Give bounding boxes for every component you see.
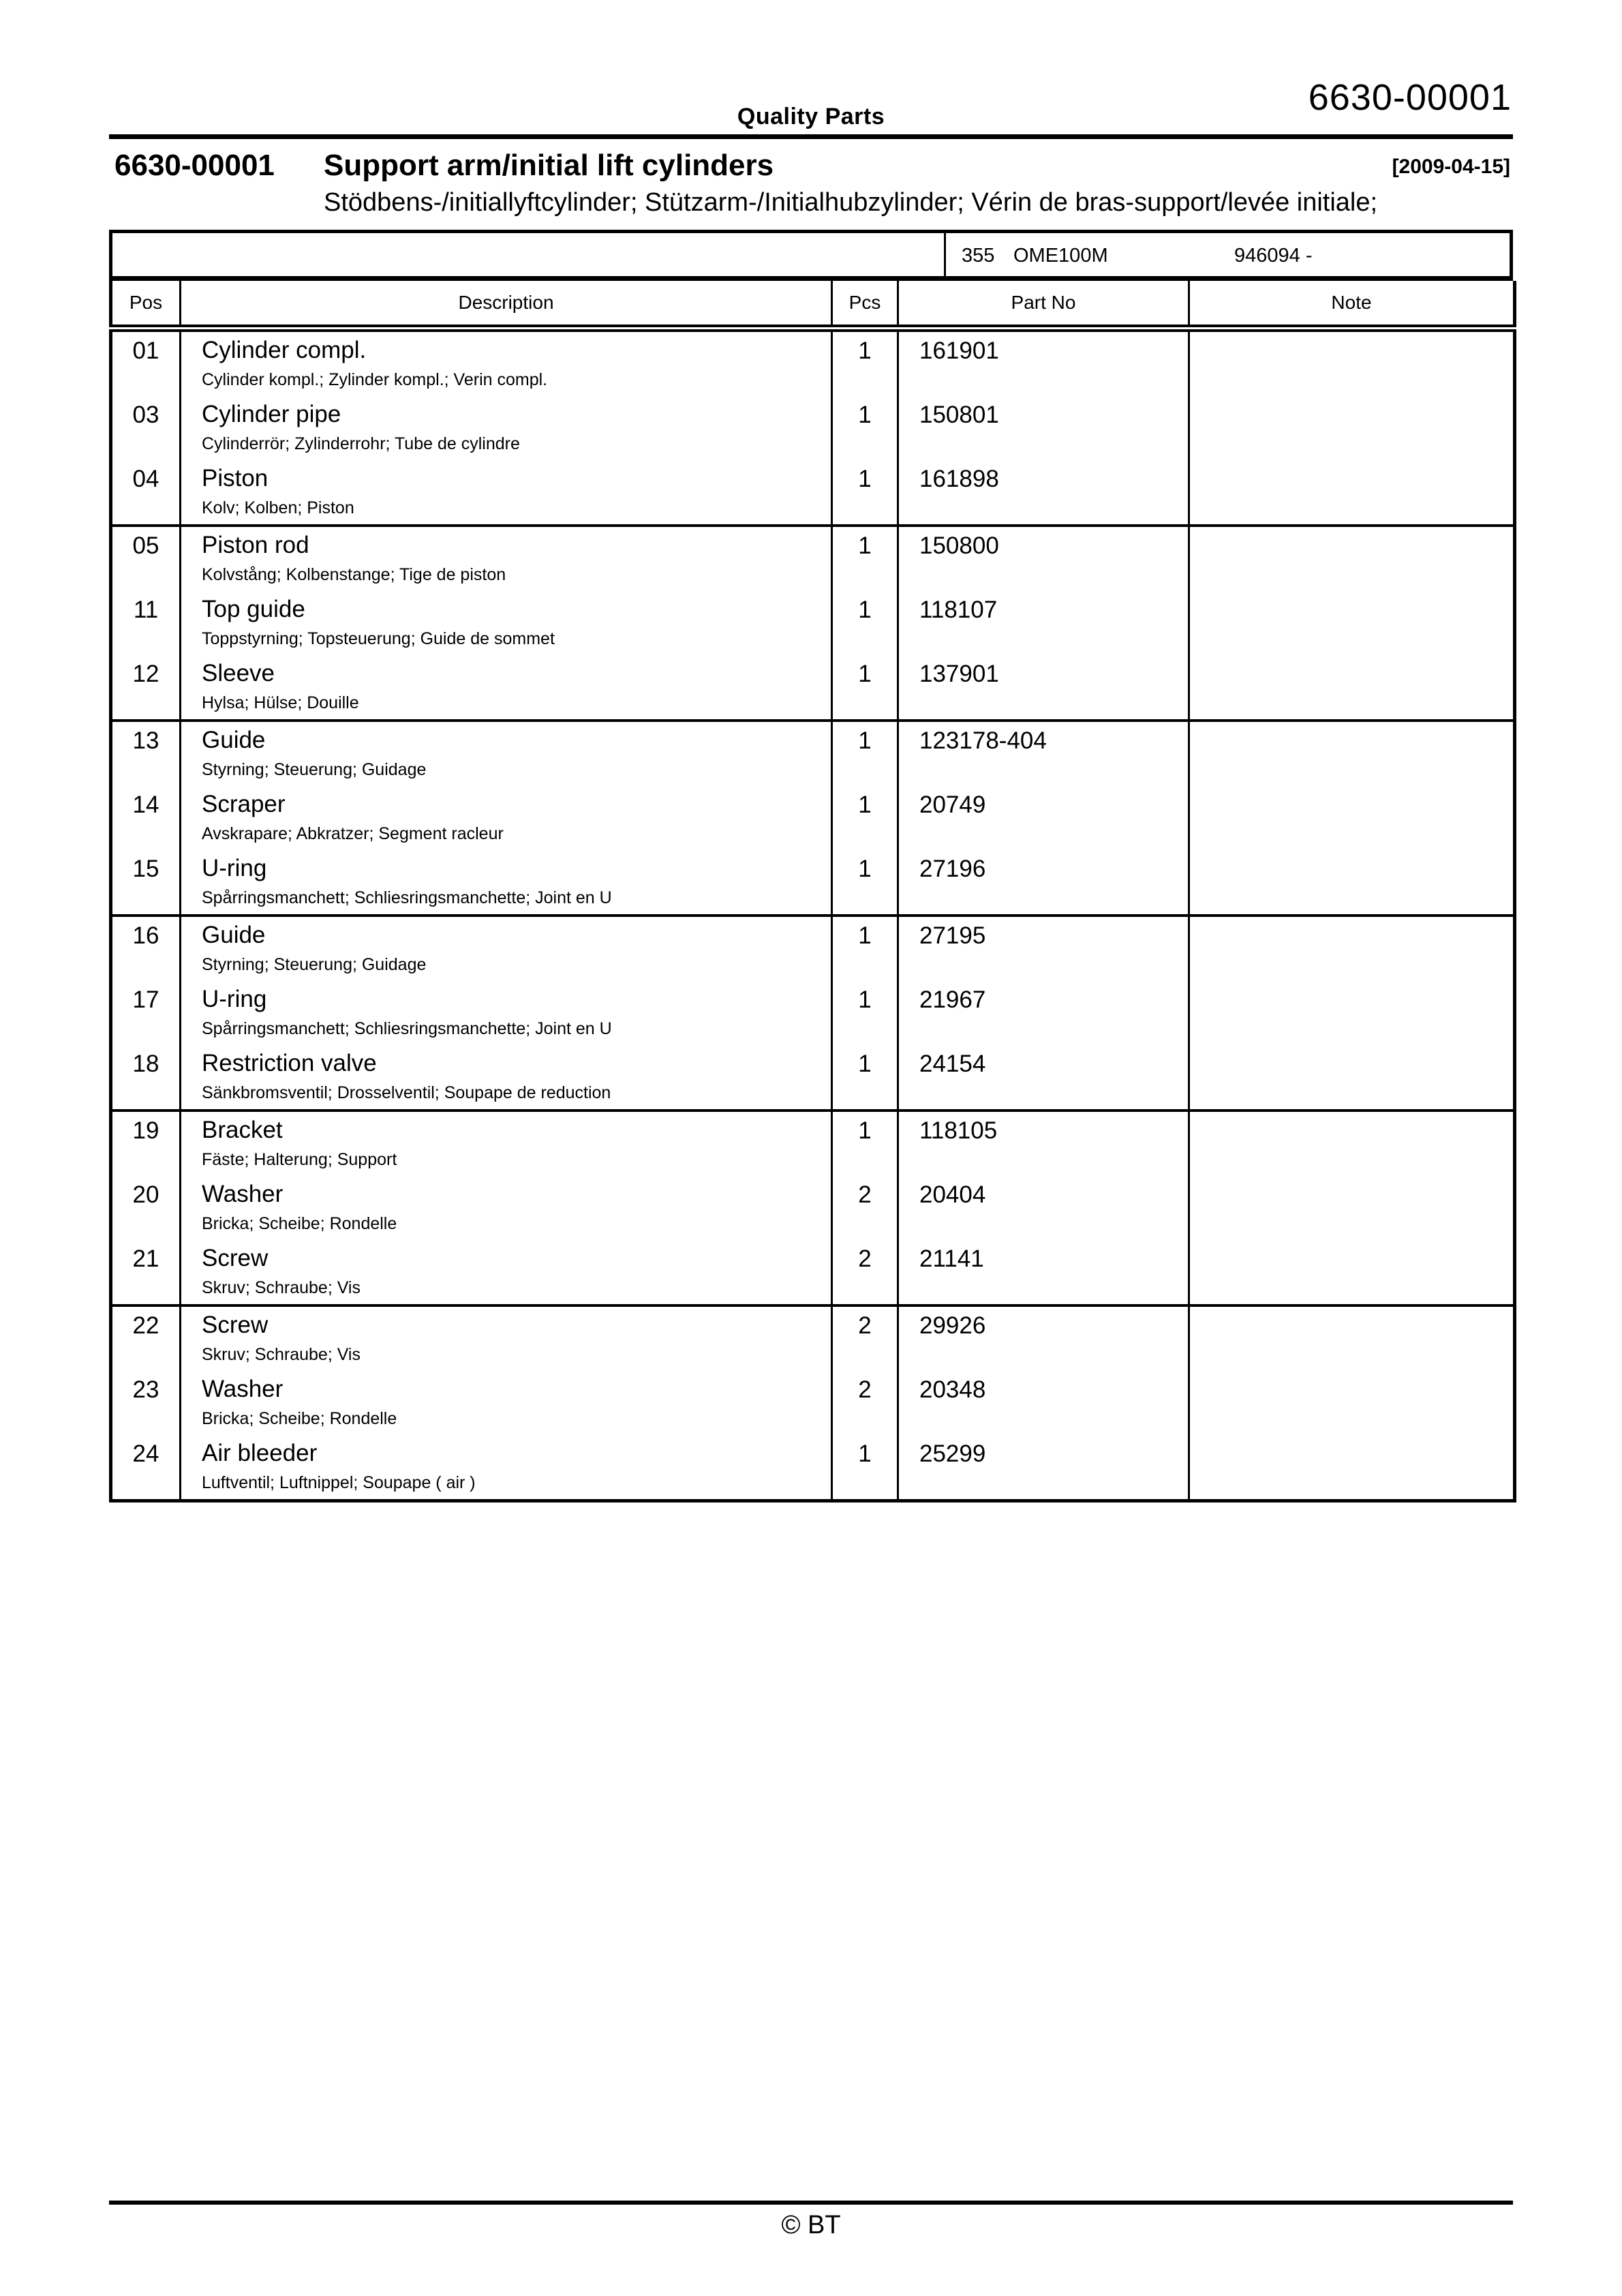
description-translations: Toppstyrning; Topsteuerung; Guide de sommet <box>202 629 555 648</box>
description-main: Guide <box>202 922 266 948</box>
brand-title: Quality Parts <box>737 104 885 130</box>
pos-cell: 22 <box>111 1305 181 1371</box>
table-row <box>111 329 1515 397</box>
description-cell <box>181 1111 832 1176</box>
table-row <box>111 1045 1515 1111</box>
partno-cell: 20749 <box>898 786 1189 850</box>
header-rule <box>109 134 1513 139</box>
pos-cell: 20 <box>132 1181 159 1208</box>
model-band-divider <box>944 233 946 276</box>
pcs-cell: 1 <box>832 396 898 460</box>
pos-cell: 17 <box>132 986 159 1013</box>
description-cell <box>181 1240 832 1305</box>
description-main: Cylinder compl. <box>202 337 367 363</box>
note-cell <box>1189 526 1515 591</box>
pcs-cell: 1 <box>832 591 898 655</box>
description-translations: Spårringsmanchett; Schliesringsmanchette; Joint en U <box>202 888 612 907</box>
pos-cell: 16 <box>111 916 181 981</box>
partno-cell: 161898 <box>898 460 1189 526</box>
description-main: U-ring <box>202 855 267 881</box>
description-translations: Kolv; Kolben; Piston <box>202 498 354 517</box>
description-cell <box>181 329 832 397</box>
title-block <box>109 149 1513 224</box>
table-row <box>111 916 1515 981</box>
description-translations: Luftventil; Luftnippel; Soupape ( air ) <box>202 1473 476 1492</box>
description-translations: Bricka; Scheibe; Rondelle <box>202 1214 397 1233</box>
partno-cell: 118105 <box>898 1111 1189 1176</box>
pos-cell: 05 <box>111 526 181 591</box>
copyright-notice: © BT <box>781 2211 841 2239</box>
column-header-partno: Part No <box>898 281 1189 329</box>
description-cell <box>181 1305 832 1371</box>
note-cell <box>1189 1435 1515 1501</box>
pcs-cell: 1 <box>832 981 898 1045</box>
table-row <box>111 1111 1515 1176</box>
description-translations: Spårringsmanchett; Schliesringsmanchette; Joint en U <box>202 1019 612 1038</box>
description-main: Bracket <box>202 1117 283 1143</box>
serial-range: 946094 - <box>1234 245 1313 267</box>
description-cell <box>181 1176 832 1240</box>
description-translations: Cylinderrör; Zylinderrohr; Tube de cylindre <box>202 434 520 453</box>
note-cell <box>1189 916 1515 981</box>
partno-cell: 29926 <box>898 1305 1189 1371</box>
pos-cell: 13 <box>111 721 181 786</box>
description-main: Cylinder pipe <box>202 401 341 427</box>
partno-cell: 20348 <box>898 1371 1189 1435</box>
description-translations: Cylinder kompl.; Zylinder kompl.; Verin compl. <box>202 370 548 389</box>
table-row <box>111 786 1515 850</box>
pcs-cell: 1 <box>832 329 898 397</box>
page-title: Support arm/initial lift cylinders <box>324 149 774 182</box>
pcs-cell: 1 <box>832 460 898 526</box>
partno-cell: 25299 <box>898 1435 1189 1501</box>
table-row <box>111 981 1515 1045</box>
partno-cell: 150800 <box>898 526 1189 591</box>
description-cell <box>181 655 832 721</box>
table-row <box>111 460 1515 526</box>
description-cell <box>181 1045 832 1111</box>
description-translations: Bricka; Scheibe; Rondelle <box>202 1409 397 1428</box>
note-cell <box>1189 396 1515 460</box>
title-document-number: 6630-00001 <box>114 149 275 182</box>
note-cell <box>1189 981 1515 1045</box>
description-cell <box>181 786 832 850</box>
pcs-cell: 2 <box>832 1176 898 1240</box>
pos-cell: 19 <box>111 1111 181 1176</box>
description-translations: Skruv; Schraube; Vis <box>202 1278 361 1297</box>
partno-cell: 150801 <box>898 396 1189 460</box>
pos-cell: 21 <box>132 1245 159 1272</box>
description-translations: Fäste; Halterung; Support <box>202 1150 397 1169</box>
description-cell <box>181 981 832 1045</box>
note-cell <box>1189 850 1515 916</box>
model-band <box>109 230 1513 281</box>
description-cell <box>181 721 832 786</box>
note-cell <box>1189 1111 1515 1176</box>
description-translations: Kolvstång; Kolbenstange; Tige de piston <box>202 565 506 584</box>
description-translations: Skruv; Schraube; Vis <box>202 1345 361 1364</box>
description-cell <box>181 526 832 591</box>
table-header-row <box>111 281 1515 329</box>
note-cell <box>1189 655 1515 721</box>
note-cell <box>1189 329 1515 397</box>
pos-cell: 11 <box>133 596 159 623</box>
pcs-cell: 1 <box>832 1435 898 1501</box>
pos-cell: 23 <box>132 1376 159 1403</box>
description-cell <box>181 460 832 526</box>
model-name: OME100M <box>1013 245 1108 267</box>
description-main: U-ring <box>202 986 267 1012</box>
parts-table <box>109 281 1516 1502</box>
description-main: Scraper <box>202 791 286 817</box>
description-main: Screw <box>202 1245 269 1271</box>
note-cell <box>1189 591 1515 655</box>
partno-cell: 21141 <box>898 1240 1189 1305</box>
description-cell <box>181 850 832 916</box>
description-translations: Sänkbromsventil; Drosselventil; Soupape de reduction <box>202 1083 611 1102</box>
pos-cell: 04 <box>132 466 159 492</box>
note-cell <box>1189 1240 1515 1305</box>
partno-cell: 118107 <box>898 591 1189 655</box>
description-main: Guide <box>202 727 266 753</box>
pos-cell: 18 <box>132 1051 159 1077</box>
description-translations: Styrning; Steuerung; Guidage <box>202 955 427 974</box>
partno-cell: 137901 <box>898 655 1189 721</box>
description-main: Restriction valve <box>202 1050 377 1076</box>
partno-cell: 20404 <box>898 1176 1189 1240</box>
table-row <box>111 1176 1515 1240</box>
column-header-pcs: Pcs <box>832 281 898 329</box>
table-row <box>111 850 1515 916</box>
column-header-description: Description <box>181 281 832 329</box>
pcs-cell: 1 <box>832 786 898 850</box>
pos-cell: 14 <box>132 791 159 818</box>
pcs-cell: 1 <box>832 916 898 981</box>
description-cell <box>181 1371 832 1435</box>
table-row <box>111 1305 1515 1371</box>
table-row <box>111 1435 1515 1501</box>
note-cell <box>1189 1176 1515 1240</box>
description-main: Piston <box>202 465 269 492</box>
model-code: 355 <box>962 245 995 267</box>
table-row <box>111 396 1515 460</box>
pos-cell: 15 <box>132 856 159 882</box>
description-cell <box>181 1435 832 1501</box>
partno-cell: 123178-404 <box>898 721 1189 786</box>
table-row <box>111 591 1515 655</box>
pcs-cell: 1 <box>832 721 898 786</box>
description-main: Sleeve <box>202 660 275 686</box>
pos-cell: 01 <box>132 337 159 364</box>
description-cell <box>181 591 832 655</box>
pos-cell: 12 <box>132 661 159 687</box>
note-cell <box>1189 1371 1515 1435</box>
description-main: Washer <box>202 1181 284 1207</box>
description-translations: Avskrapare; Abkratzer; Segment racleur <box>202 824 504 843</box>
description-main: Piston rod <box>202 532 309 558</box>
pcs-cell: 1 <box>832 655 898 721</box>
partno-cell: 24154 <box>898 1045 1189 1111</box>
description-main: Top guide <box>202 596 305 622</box>
table-row <box>111 526 1515 591</box>
pos-cell: 24 <box>132 1440 159 1467</box>
partno-cell: 161901 <box>898 329 1189 397</box>
partno-cell: 27196 <box>898 850 1189 916</box>
description-translations: Styrning; Steuerung; Guidage <box>202 760 427 779</box>
footer-rule <box>109 2201 1513 2205</box>
pcs-cell: 1 <box>832 1045 898 1111</box>
table-row <box>111 721 1515 786</box>
pcs-cell: 2 <box>832 1240 898 1305</box>
column-header-pos: Pos <box>111 281 181 329</box>
description-cell <box>181 916 832 981</box>
table-row <box>111 1240 1515 1305</box>
column-header-note: Note <box>1189 281 1515 329</box>
note-cell <box>1189 1305 1515 1371</box>
revision-date: [2009-04-15] <box>1392 155 1510 178</box>
page-subtitle-translations: Stödbens-/initiallyftcylinder; Stützarm-/Initialhubzylinder; Vérin de bras-support/levée initiale; <box>324 188 1378 217</box>
pos-cell: 03 <box>132 402 159 428</box>
pcs-cell: 2 <box>832 1305 898 1371</box>
note-cell <box>1189 1045 1515 1111</box>
note-cell <box>1189 721 1515 786</box>
partno-cell: 21967 <box>898 981 1189 1045</box>
pcs-cell: 1 <box>832 850 898 916</box>
description-main: Air bleeder <box>202 1440 318 1466</box>
description-main: Screw <box>202 1312 269 1338</box>
pcs-cell: 1 <box>832 1111 898 1176</box>
pcs-cell: 2 <box>832 1371 898 1435</box>
description-cell <box>181 396 832 460</box>
table-row <box>111 1371 1515 1435</box>
description-main: Washer <box>202 1376 284 1402</box>
table-row <box>111 655 1515 721</box>
note-cell <box>1189 460 1515 526</box>
note-cell <box>1189 786 1515 850</box>
description-translations: Hylsa; Hülse; Douille <box>202 693 359 712</box>
partno-cell: 27195 <box>898 916 1189 981</box>
pcs-cell: 1 <box>832 526 898 591</box>
document-number-header: 6630-00001 <box>1308 77 1512 118</box>
